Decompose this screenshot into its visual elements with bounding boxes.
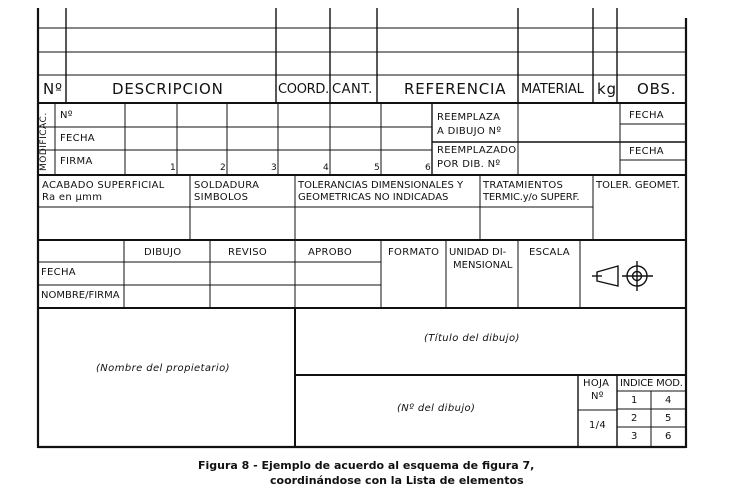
tratamientos-line2: TERMIC.y/o SUPERF. — [483, 192, 580, 203]
header-coord: COORD. — [278, 82, 329, 97]
tratamientos-line1: TRATAMIENTOS — [483, 180, 564, 191]
reemplaza-line2: A DIBUJO Nº — [437, 126, 502, 137]
hoja-line1: HOJA — [583, 378, 610, 389]
fecha-reemplaza: FECHA — [629, 110, 664, 121]
tolerancias-line1: TOLERANCIAS DIMENSIONALES Y — [298, 180, 464, 191]
modif-col-4: 4 — [323, 163, 329, 173]
reemplazado-line2: POR DIB. Nº — [437, 159, 501, 170]
modif-col-3: 3 — [271, 163, 277, 173]
header-descripcion: DESCRIPCION — [112, 80, 224, 98]
propietario-placeholder: (Nombre del propietario) — [96, 363, 230, 374]
unidad-line1: UNIDAD DI- — [449, 247, 507, 258]
escala-label: ESCALA — [529, 247, 570, 258]
titulo-placeholder: (Título del dibujo) — [424, 333, 520, 344]
indice-3: 3 — [631, 431, 638, 442]
modif-col-1: 1 — [170, 163, 176, 173]
indice-1: 1 — [631, 395, 638, 406]
modif-col-2: 2 — [220, 163, 226, 173]
dibujo-header: DIBUJO — [144, 247, 182, 258]
formato-label: FORMATO — [388, 247, 440, 258]
fecha-row-label: FECHA — [41, 267, 76, 278]
caption-line1: Figura 8 - Ejemplo de acuerdo al esquema de figura 7, — [198, 459, 535, 472]
header-kg: kg — [597, 80, 617, 98]
modif-col-6: 6 — [425, 163, 431, 173]
indice-4: 4 — [665, 395, 672, 406]
modificac-label: MODIFICAC. — [39, 112, 49, 171]
aprobo-header: APROBO — [308, 247, 353, 258]
modif-fecha-label: FECHA — [60, 133, 95, 144]
unidad-line2: MENSIONAL — [453, 260, 513, 271]
header-no: Nº — [43, 80, 63, 98]
hoja-value: 1/4 — [589, 420, 606, 431]
projection-symbol-icon — [592, 261, 653, 291]
tolerancias-line2: GEOMETRICAS NO INDICADAS — [298, 192, 449, 203]
indice-2: 2 — [631, 413, 638, 424]
indice-5: 5 — [665, 413, 672, 424]
soldadura-line1: SOLDADURA — [194, 180, 260, 191]
nombre-firma-label: NOMBRE/FIRMA — [41, 290, 120, 301]
header-referencia: REFERENCIA — [404, 80, 507, 98]
reemplazado-line1: REEMPLAZADO — [437, 145, 517, 156]
numero-placeholder: (Nº del dibujo) — [397, 403, 476, 414]
reviso-header: REVISO — [228, 247, 268, 258]
fecha-reemplazado: FECHA — [629, 146, 664, 157]
header-material: MATERIAL — [521, 82, 584, 97]
header-cant: CANT. — [332, 82, 373, 97]
toler-geomet: TOLER. GEOMET. — [596, 180, 680, 191]
soldadura-line2: SIMBOLOS — [194, 192, 249, 203]
hoja-line2: Nº — [591, 391, 604, 402]
caption-line2: coordinándose con la Lista de elementos — [270, 474, 524, 487]
indice-mod-label: INDICE MOD. — [620, 378, 683, 389]
modif-no-label: Nº — [60, 110, 73, 121]
indice-6: 6 — [665, 431, 672, 442]
modif-firma-label: FIRMA — [60, 156, 93, 167]
acabado-line2: Ra en μmm — [42, 192, 103, 203]
header-obs: OBS. — [637, 80, 677, 98]
reemplaza-line1: REEMPLAZA — [437, 112, 501, 123]
acabado-line1: ACABADO SUPERFICIAL — [42, 180, 165, 191]
modif-col-5: 5 — [374, 163, 380, 173]
